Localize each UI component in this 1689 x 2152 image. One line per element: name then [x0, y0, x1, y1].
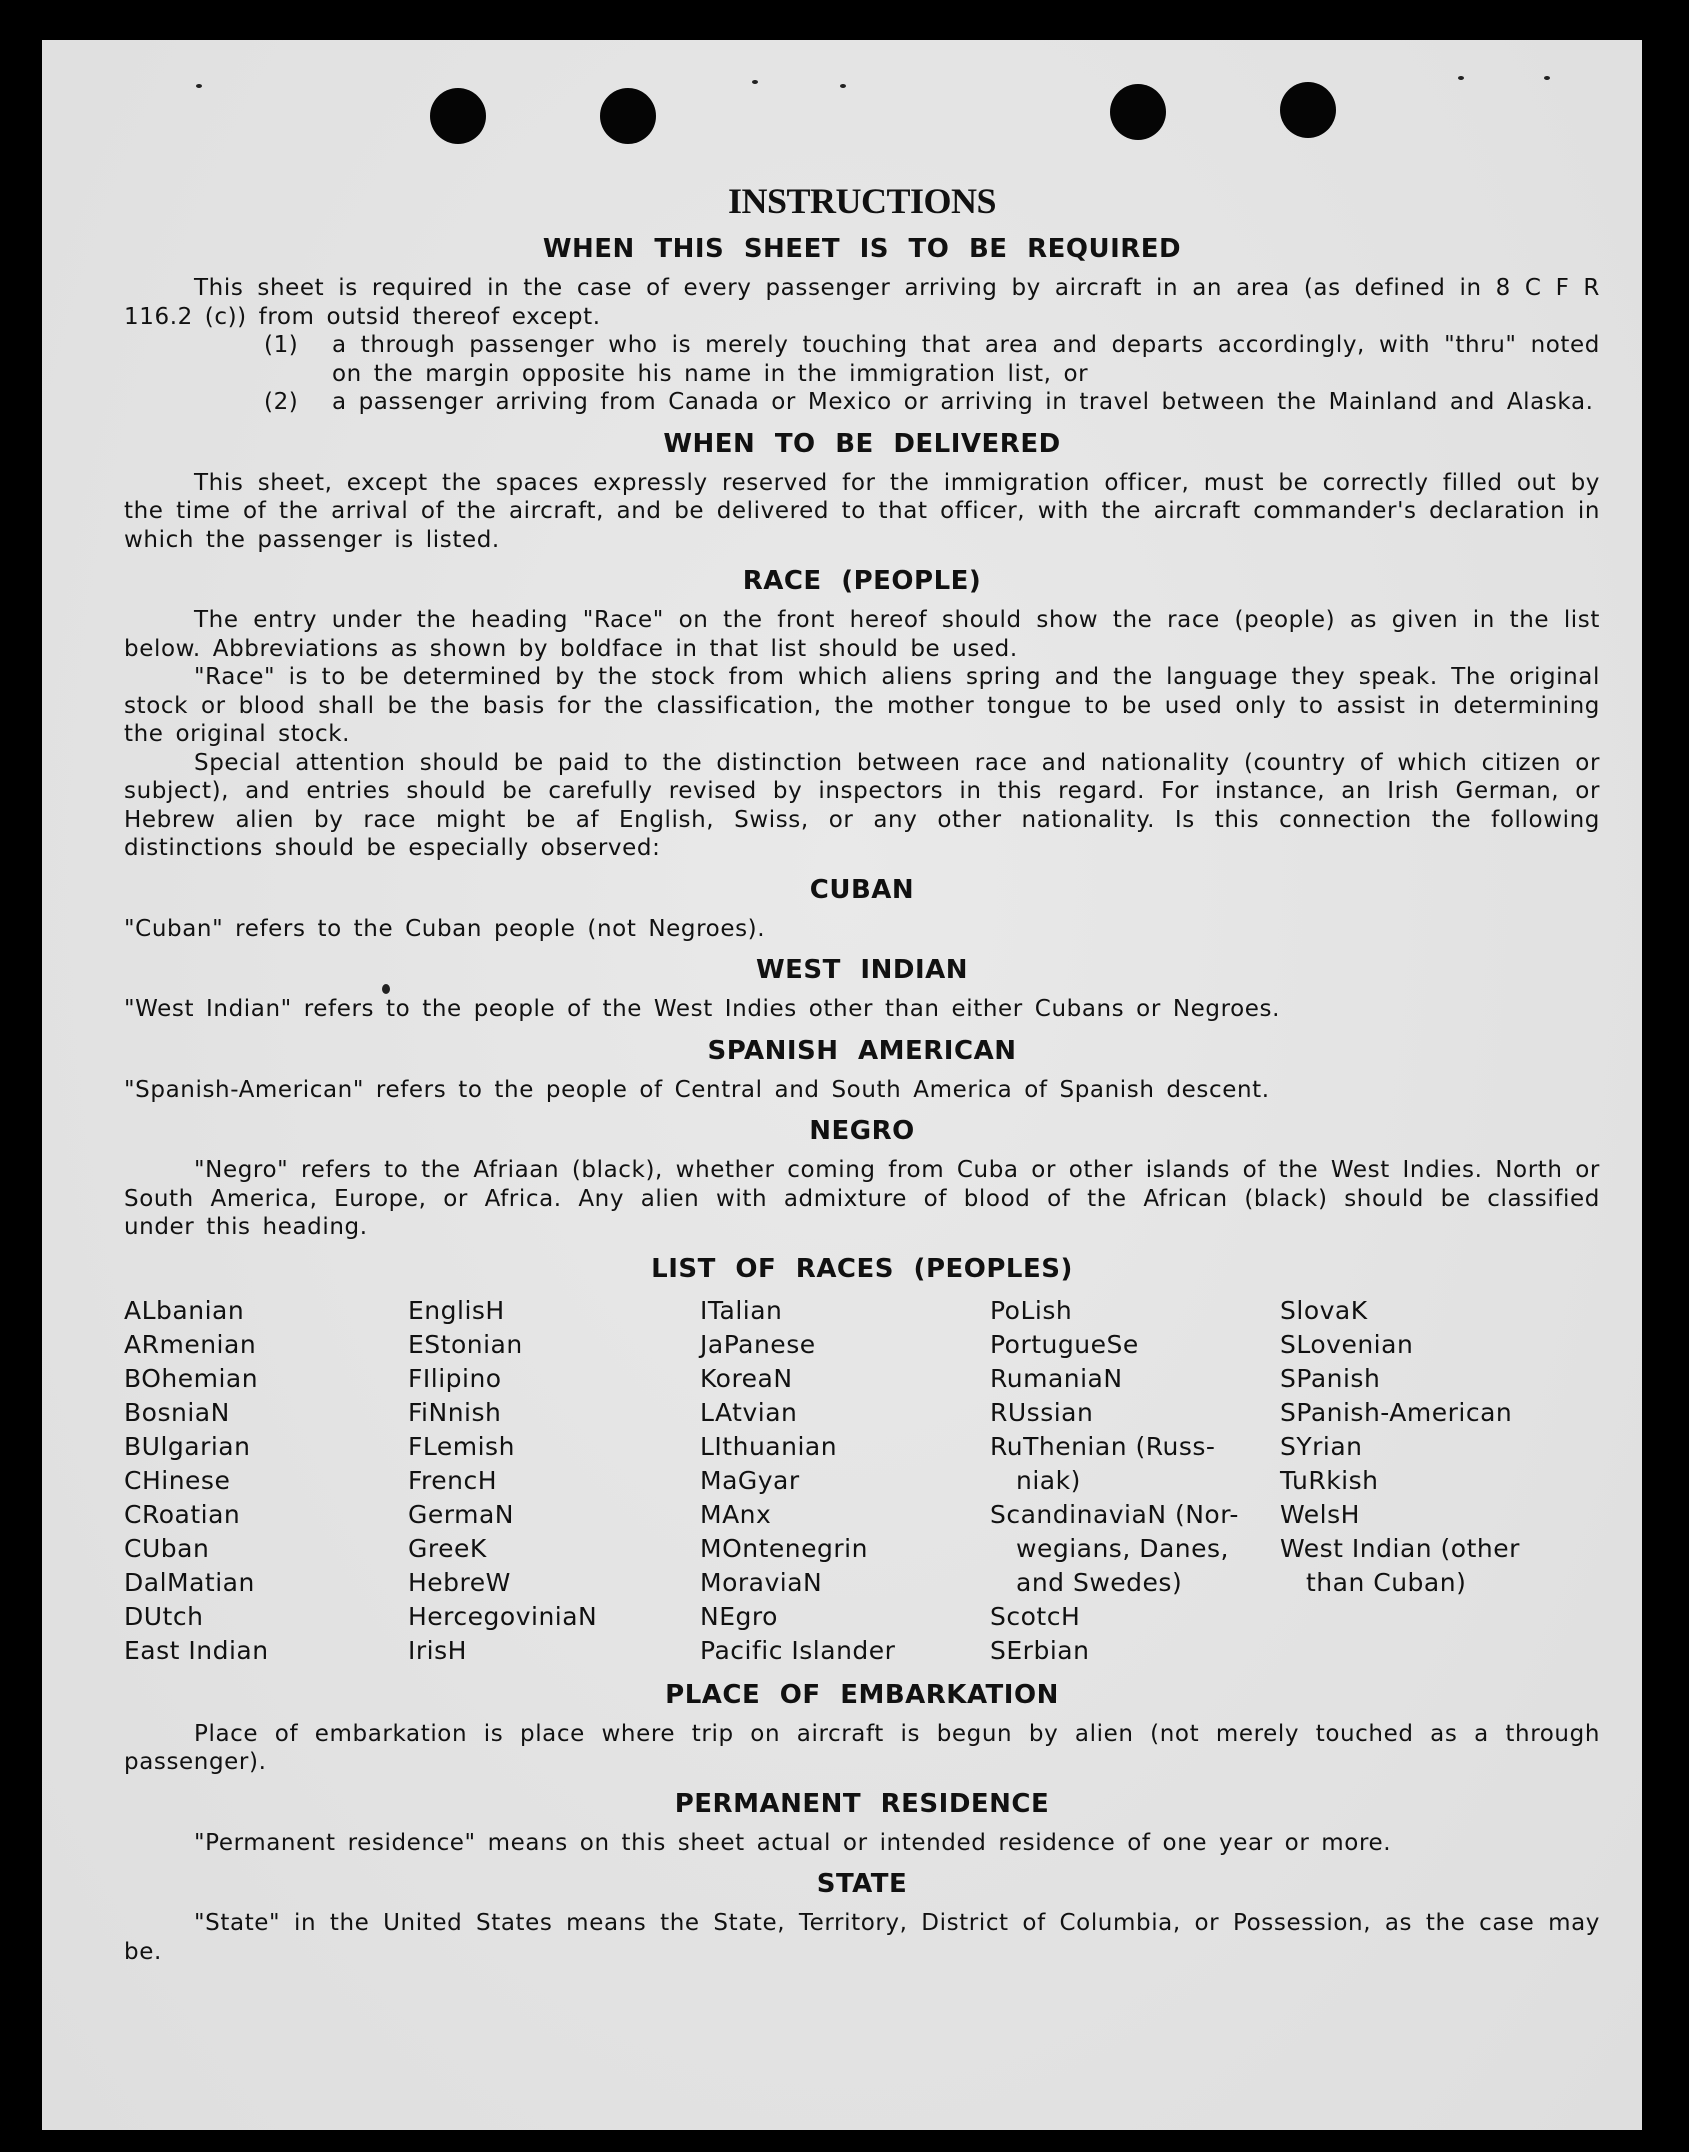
race-entry: ARmenian — [124, 1329, 257, 1359]
section-heading-spanish-american: SPANISH AMERICAN — [707, 1035, 1017, 1066]
section-heading-race: RACE (PEOPLE) — [742, 566, 982, 596]
race-paragraph: Special attention should be paid to the distinction between race and nationality (country of which citizen or subject), and entries should be carefully revised by inspectors in this regard. For instance, an Irish German, or Hebrew alien by race might be af English, Swiss, or any other nationality. Is this connection the following distinctions should be especially observed: — [124, 749, 1600, 861]
section-heading-embarkation: PLACE OF EMBARKATION — [665, 1679, 1059, 1710]
race-entry: RuThenian (Russ- — [990, 1431, 1216, 1461]
race-entry: KoreaN — [700, 1363, 793, 1393]
item-number: (1) — [264, 332, 299, 358]
race-entry: CUban — [124, 1533, 210, 1563]
section-heading-west-indian: WEST INDIAN — [755, 955, 969, 985]
exception-item — [124, 331, 1600, 388]
race-entry: NEgro — [700, 1601, 778, 1631]
races-column — [1280, 1294, 1580, 1668]
race-entry: ITalian — [700, 1295, 783, 1325]
race-entry: wegians, Danes, — [1016, 1533, 1229, 1563]
page-title: INSTRUCTIONS — [727, 181, 997, 221]
speck — [1544, 76, 1550, 80]
race-entry: PoLish — [990, 1295, 1073, 1325]
exception-item — [124, 388, 1600, 417]
race-entry: CHinese — [124, 1465, 231, 1495]
race-entry: JaPanese — [700, 1329, 816, 1359]
race-entry: SlovaK — [1280, 1295, 1368, 1325]
section-heading-when-delivered: WHEN TO BE DELIVERED — [663, 428, 1061, 459]
race-entry: FrencH — [408, 1465, 498, 1495]
section-heading-negro: NEGRO — [809, 1116, 915, 1146]
punch-hole — [430, 88, 486, 144]
negro-text: "Negro" refers to the Afriaan (black), whether coming from Cuba or other islands of the West Indies. North or South America, Europe, or Africa. Any alien with admixture of blood of the African (black) should be classified under this heading. — [124, 1157, 1600, 1240]
race-entry: PortugueSe — [990, 1329, 1139, 1359]
races-column — [700, 1294, 990, 1668]
section-heading-list-of-races: LIST OF RACES (PEOPLES) — [651, 1253, 1073, 1284]
race-entry: FiNnish — [408, 1397, 502, 1427]
race-entry: IrisH — [408, 1635, 467, 1665]
race-entry: MoraviaN — [700, 1567, 823, 1597]
punch-hole — [600, 88, 656, 144]
speck — [752, 80, 758, 84]
race-entry: SYrian — [1280, 1431, 1363, 1461]
west-indian-text: "West Indian" refers to the people of the West Indies other than either Cubans or Negroes. — [124, 996, 1281, 1022]
race-entry: DalMatian — [124, 1567, 255, 1597]
race-paragraph: The entry under the heading "Race" on the front hereof should show the race (people) as given in the list below. Abbreviations as shown by boldface in that list should be used. — [124, 607, 1600, 662]
spanish-american-text: "Spanish-American" refers to the people of Central and South America of Spanish descent. — [124, 1076, 1270, 1103]
section-heading-state: STATE — [816, 1869, 908, 1899]
race-entry: DUtch — [124, 1601, 204, 1631]
race-entry: BosniaN — [124, 1397, 230, 1427]
race-entry: SPanish — [1280, 1363, 1381, 1393]
race-entry: RumaniaN — [990, 1363, 1123, 1393]
race-entry: ScotcH — [990, 1601, 1081, 1631]
race-entry: BOhemian — [124, 1363, 259, 1393]
race-entry: MaGyar — [700, 1465, 800, 1495]
section-heading-residence: PERMANENT RESIDENCE — [674, 1788, 1050, 1819]
race-entry: than Cuban) — [1306, 1567, 1467, 1597]
races-list — [124, 1294, 1600, 1668]
race-entry: SPanish-American — [1280, 1397, 1513, 1427]
document-page — [42, 40, 1642, 2130]
race-entry: LAtvian — [700, 1397, 798, 1427]
race-entry: GermaN — [408, 1499, 514, 1529]
race-entry: TuRkish — [1280, 1465, 1379, 1495]
race-entry: RUssian — [990, 1397, 1094, 1427]
embarkation-text: Place of embarkation is place where trip on aircraft is begun by alien (not merely touched as a through passenger). — [124, 1720, 1600, 1775]
race-entry: EStonian — [408, 1329, 523, 1359]
race-entry: West Indian (other — [1280, 1533, 1520, 1563]
race-entry: Pacific Islander — [700, 1635, 896, 1665]
item-text: a passenger arriving from Canada or Mexico or arriving in travel between the Mainland and Alaska. — [332, 389, 1594, 415]
races-column — [124, 1294, 408, 1668]
document-body — [124, 180, 1600, 1966]
residence-text: "Permanent residence" means on this sheet actual or intended residence of one year or more. — [194, 1829, 1392, 1856]
race-entry: EnglisH — [408, 1295, 505, 1325]
item-text: a through passenger who is merely touching that area and departs accordingly, with "thru" noted on the margin opposite his name in the immigration list, or — [332, 332, 1600, 387]
race-entry: HercegoviniaN — [408, 1601, 598, 1631]
race-entry: GreeK — [408, 1533, 487, 1563]
section-heading-when-required: WHEN THIS SHEET IS TO BE REQUIRED — [542, 234, 1182, 264]
race-entry: East Indian — [124, 1635, 269, 1665]
race-entry: and Swedes) — [1016, 1567, 1183, 1597]
speck — [196, 84, 202, 88]
race-entry: MAnx — [700, 1499, 772, 1529]
race-entry: FLemish — [408, 1431, 515, 1461]
race-entry: SErbian — [990, 1635, 1090, 1665]
punch-hole — [1110, 84, 1166, 140]
race-entry: WelsH — [1280, 1499, 1360, 1529]
when-required-intro: This sheet is required in the case of every passenger arriving by aircraft in an area (as defined in 8 C F R 116.2 (c)) from outsid thereof except. — [124, 275, 1600, 330]
race-entry: SLovenian — [1280, 1329, 1414, 1359]
race-entry: HebreW — [408, 1567, 511, 1597]
race-entry: ScandinaviaN (Nor- — [990, 1499, 1239, 1529]
speck — [840, 84, 846, 88]
punch-hole — [1280, 82, 1336, 138]
race-entry: LIthuanian — [700, 1431, 838, 1461]
race-entry: FIlipino — [408, 1363, 502, 1393]
cuban-text: "Cuban" refers to the Cuban people (not Negroes). — [124, 915, 766, 942]
race-entry: MOntenegrin — [700, 1533, 868, 1563]
when-delivered-text: This sheet, except the spaces expressly reserved for the immigration officer, must be correctly filled out by the time of the arrival of the aircraft, and be delivered to that officer, with the aircraft commander's declaration in which the passenger is listed. — [124, 469, 1600, 553]
races-column — [990, 1294, 1280, 1668]
state-text: "State" in the United States means the State, Territory, District of Columbia, or Possession, as the case may be. — [124, 1910, 1600, 1965]
race-entry: BUlgarian — [124, 1431, 251, 1461]
race-entry: niak) — [1016, 1465, 1081, 1495]
section-heading-cuban: CUBAN — [809, 874, 915, 905]
race-paragraph: "Race" is to be determined by the stock from which aliens spring and the language they speak. The original stock or blood shall be the basis for the classification, the mother tongue to be used only to assist in determining the original stock. — [124, 664, 1600, 747]
races-column — [408, 1294, 700, 1668]
speck — [1458, 76, 1464, 80]
race-entry: ALbanian — [124, 1295, 245, 1325]
item-number: (2) — [264, 389, 299, 415]
race-entry: CRoatian — [124, 1499, 241, 1529]
